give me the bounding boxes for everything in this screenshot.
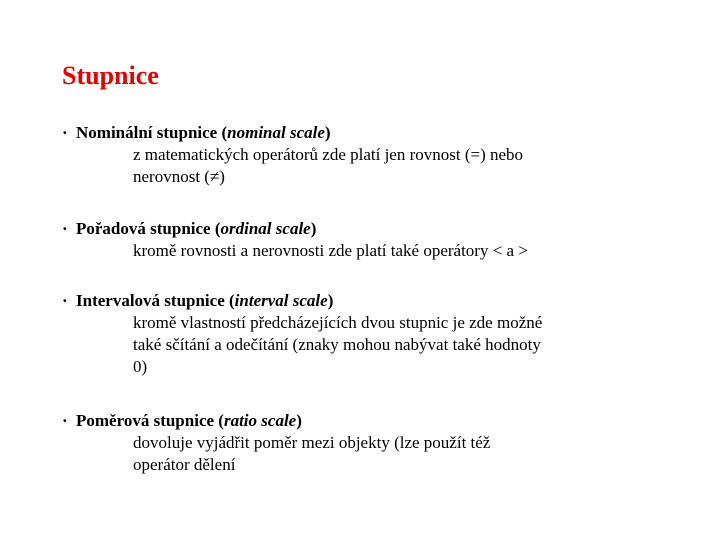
- description-line: nerovnost (≠): [133, 167, 225, 186]
- scale-item-interval: [62, 290, 662, 378]
- scale-item-ordinal: [62, 218, 662, 262]
- english-term: nominal scale: [227, 123, 325, 142]
- scale-item-nominal: [62, 122, 662, 188]
- bullet-icon: ·: [62, 411, 68, 430]
- bullet-icon: ·: [62, 219, 68, 238]
- english-term: interval scale: [234, 291, 328, 310]
- bullet-icon: ·: [62, 123, 68, 142]
- description-line: dovoluje vyjádřit poměr mezi objekty (lze použít též: [133, 433, 491, 452]
- description-line: kromě rovnosti a nerovnosti zde platí také operátory < a >: [133, 241, 528, 260]
- scale-description: [133, 240, 623, 262]
- description-line: kromě vlastností předcházejících dvou stupnic je zde možné: [133, 313, 543, 332]
- scale-item-heading: · Nominální stupnice (nominal scale): [62, 123, 331, 142]
- scale-name: Pořadová stupnice: [76, 219, 211, 238]
- slide-title: Stupnice: [62, 61, 159, 90]
- english-term: ratio scale: [223, 411, 297, 430]
- scale-description: [133, 432, 623, 476]
- scale-item-heading: · Intervalová stupnice (interval scale): [62, 291, 334, 310]
- description-line: z matematických operátorů zde platí jen rovnost (=) nebo: [133, 145, 524, 164]
- scale-item-heading: · Poměrová stupnice (ratio scale): [62, 411, 302, 430]
- scale-item-ratio: [62, 410, 662, 476]
- scale-name: Poměrová stupnice: [76, 411, 215, 430]
- scale-name: Intervalová stupnice: [76, 291, 225, 310]
- description-line: operátor dělení: [133, 455, 236, 474]
- scale-description: [133, 312, 623, 378]
- description-line: 0): [133, 357, 148, 376]
- bullet-icon: ·: [62, 291, 68, 310]
- description-line: také sčítání a odečítání (znaky mohou nabývat také hodnoty: [133, 335, 541, 354]
- english-term: ordinal scale: [220, 219, 311, 238]
- scale-name: Nominální stupnice: [76, 123, 218, 142]
- scale-description: [133, 144, 623, 188]
- scale-item-heading: · Pořadová stupnice (ordinal scale): [62, 219, 317, 238]
